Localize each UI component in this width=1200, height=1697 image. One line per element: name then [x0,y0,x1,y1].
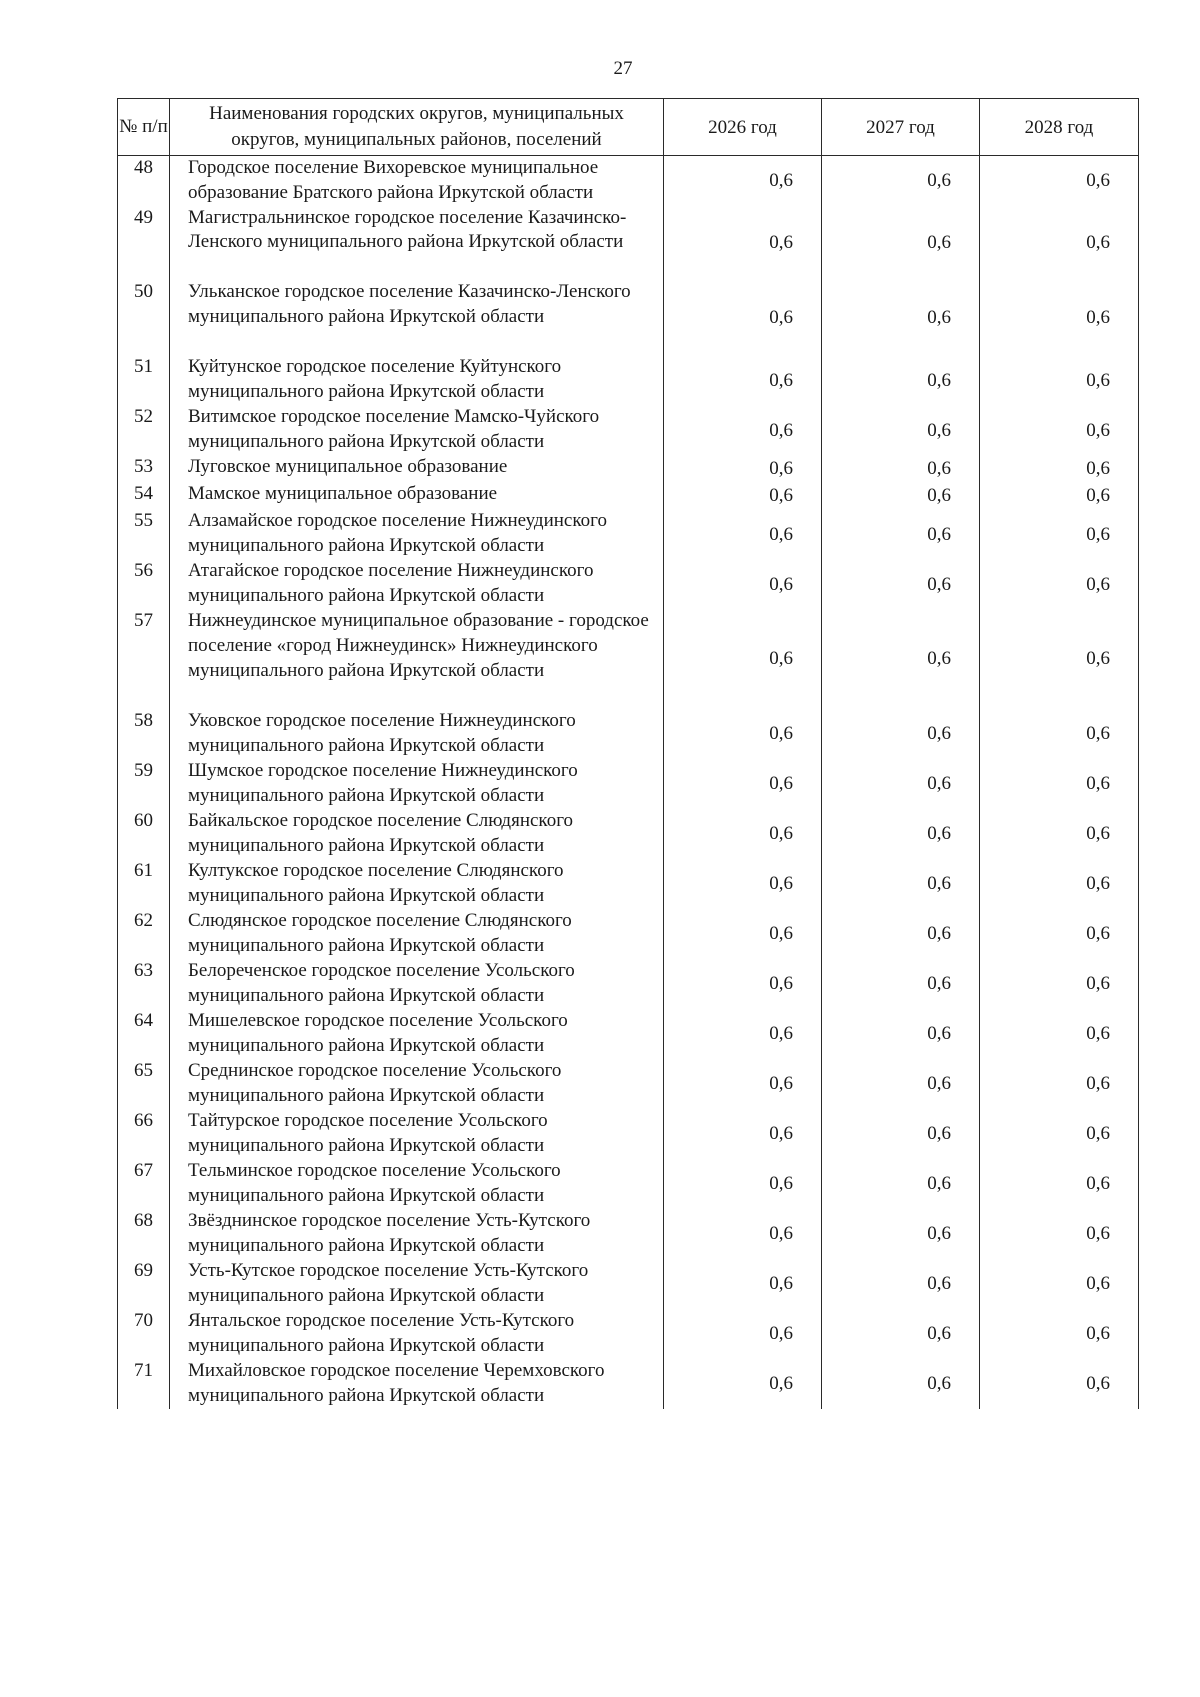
settlement-name: Магистральнинское городское поселение Казачинско-Ленского муниципального района Иркутской области [170,206,664,281]
value-2026: 0,6 [664,405,822,455]
table-row [118,1309,1139,1359]
settlement-name: Витимское городское поселение Мамско-Чуйского муниципального района Иркутской области [170,405,664,455]
value-2027: 0,6 [822,206,980,281]
value-2026: 0,6 [664,809,822,859]
row-number: 54 [118,482,170,509]
value-2026: 0,6 [664,1309,822,1359]
value-2027: 0,6 [822,1309,980,1359]
value-2027: 0,6 [822,1209,980,1259]
table-row [118,355,1139,405]
settlement-name: Уковское городское поселение Нижнеудинского муниципального района Иркутской области [170,709,664,759]
value-2028: 0,6 [980,206,1139,281]
settlement-name: Байкальское городское поселение Слюдянского муниципального района Иркутской области [170,809,664,859]
table-row [118,1159,1139,1209]
value-2027: 0,6 [822,959,980,1009]
value-2026: 0,6 [664,709,822,759]
table-row [118,1259,1139,1309]
row-number: 49 [118,206,170,281]
value-2026: 0,6 [664,355,822,405]
value-2028: 0,6 [980,355,1139,405]
table-row [118,559,1139,609]
header-2028: 2028 год [980,99,1139,156]
row-number: 69 [118,1259,170,1309]
value-2027: 0,6 [822,609,980,709]
row-number: 61 [118,859,170,909]
value-2028: 0,6 [980,1259,1139,1309]
table-row [118,1209,1139,1259]
settlement-name: Михайловское городское поселение Черемховского муниципального района Иркутской области [170,1359,664,1409]
settlement-name: Луговское муниципальное образование [170,455,664,482]
value-2027: 0,6 [822,859,980,909]
row-number: 60 [118,809,170,859]
value-2026: 0,6 [664,280,822,355]
value-2026: 0,6 [664,1209,822,1259]
value-2027: 0,6 [822,156,980,206]
settlement-name: Янтальское городское поселение Усть-Кутского муниципального района Иркутской области [170,1309,664,1359]
settlement-name: Белореченское городское поселение Усольского муниципального района Иркутской области [170,959,664,1009]
value-2028: 0,6 [980,709,1139,759]
value-2027: 0,6 [822,355,980,405]
table-row [118,859,1139,909]
value-2028: 0,6 [980,482,1139,509]
row-number: 53 [118,455,170,482]
value-2026: 0,6 [664,609,822,709]
row-number: 55 [118,509,170,559]
value-2026: 0,6 [664,959,822,1009]
row-number: 71 [118,1359,170,1409]
row-number: 59 [118,759,170,809]
table-row [118,280,1139,355]
value-2026: 0,6 [664,859,822,909]
value-2026: 0,6 [664,156,822,206]
value-2028: 0,6 [980,1209,1139,1259]
settlement-name: Атагайское городское поселение Нижнеудинского муниципального района Иркутской области [170,559,664,609]
table-row [118,1359,1139,1409]
row-number: 63 [118,959,170,1009]
row-number: 68 [118,1209,170,1259]
row-number: 57 [118,609,170,709]
value-2027: 0,6 [822,482,980,509]
table-row [118,959,1139,1009]
settlement-name: Городское поселение Вихоревское муниципальное образование Братского района Иркутской области [170,156,664,206]
value-2028: 0,6 [980,1309,1139,1359]
value-2028: 0,6 [980,909,1139,959]
value-2026: 0,6 [664,509,822,559]
settlement-name: Нижнеудинское муниципальное образование - городское поселение «город Нижнеудинск» Нижнеудинского муниципального района Иркутской области [170,609,664,709]
settlement-name: Мамское муниципальное образование [170,482,664,509]
table-row [118,1109,1139,1159]
header-num: № п/п [118,99,170,156]
row-number: 62 [118,909,170,959]
table-row [118,509,1139,559]
row-number: 52 [118,405,170,455]
row-number: 50 [118,280,170,355]
value-2027: 0,6 [822,1359,980,1409]
header-2026: 2026 год [664,99,822,156]
table-row [118,156,1139,206]
value-2026: 0,6 [664,1009,822,1059]
row-number: 65 [118,1059,170,1109]
value-2027: 0,6 [822,455,980,482]
value-2028: 0,6 [980,559,1139,609]
value-2026: 0,6 [664,1259,822,1309]
value-2026: 0,6 [664,1109,822,1159]
page-number: 27 [613,58,633,79]
header-2027: 2027 год [822,99,980,156]
table-row [118,206,1139,281]
value-2027: 0,6 [822,1009,980,1059]
value-2027: 0,6 [822,1109,980,1159]
value-2028: 0,6 [980,1159,1139,1209]
row-number: 64 [118,1009,170,1059]
value-2028: 0,6 [980,1059,1139,1109]
table-row [118,759,1139,809]
value-2026: 0,6 [664,206,822,281]
table-row [118,909,1139,959]
allocation-table [117,98,1139,1409]
value-2027: 0,6 [822,759,980,809]
row-number: 70 [118,1309,170,1359]
table-row [118,455,1139,482]
value-2026: 0,6 [664,455,822,482]
value-2027: 0,6 [822,1259,980,1309]
table-row [118,1059,1139,1109]
value-2027: 0,6 [822,909,980,959]
settlement-name: Тельминское городское поселение Усольского муниципального района Иркутской области [170,1159,664,1209]
table-row [118,809,1139,859]
value-2028: 0,6 [980,959,1139,1009]
table-row [118,1009,1139,1059]
table-row [118,709,1139,759]
settlement-name: Среднинское городское поселение Усольского муниципального района Иркутской области [170,1059,664,1109]
settlement-name: Ульканское городское поселение Казачинско-Ленского муниципального района Иркутской области [170,280,664,355]
value-2027: 0,6 [822,280,980,355]
value-2028: 0,6 [980,156,1139,206]
settlement-name: Слюдянское городское поселение Слюдянского муниципального района Иркутской области [170,909,664,959]
value-2028: 0,6 [980,759,1139,809]
settlement-name: Тайтурское городское поселение Усольского муниципального района Иркутской области [170,1109,664,1159]
row-number: 66 [118,1109,170,1159]
value-2026: 0,6 [664,909,822,959]
value-2027: 0,6 [822,559,980,609]
settlement-name: Куйтунское городское поселение Куйтунского муниципального района Иркутской области [170,355,664,405]
row-number: 51 [118,355,170,405]
value-2028: 0,6 [980,1109,1139,1159]
settlement-name: Култукское городское поселение Слюдянского муниципального района Иркутской области [170,859,664,909]
value-2028: 0,6 [980,509,1139,559]
value-2026: 0,6 [664,759,822,809]
value-2028: 0,6 [980,1009,1139,1059]
value-2026: 0,6 [664,1159,822,1209]
value-2027: 0,6 [822,1059,980,1109]
value-2027: 0,6 [822,509,980,559]
row-number: 56 [118,559,170,609]
value-2027: 0,6 [822,709,980,759]
value-2026: 0,6 [664,1359,822,1409]
value-2028: 0,6 [980,609,1139,709]
value-2028: 0,6 [980,280,1139,355]
row-number: 58 [118,709,170,759]
table-header [118,99,1139,156]
header-name: Наименования городских округов, муниципальных округов, муниципальных районов, поселений [170,99,664,156]
table-row [118,405,1139,455]
table-row [118,482,1139,509]
row-number: 48 [118,156,170,206]
value-2028: 0,6 [980,859,1139,909]
row-number: 67 [118,1159,170,1209]
value-2028: 0,6 [980,1359,1139,1409]
value-2027: 0,6 [822,809,980,859]
value-2026: 0,6 [664,1059,822,1109]
value-2028: 0,6 [980,455,1139,482]
value-2028: 0,6 [980,405,1139,455]
settlement-name: Алзамайское городское поселение Нижнеудинского муниципального района Иркутской области [170,509,664,559]
value-2026: 0,6 [664,559,822,609]
settlement-name: Мишелевское городское поселение Усольского муниципального района Иркутской области [170,1009,664,1059]
value-2027: 0,6 [822,405,980,455]
value-2028: 0,6 [980,809,1139,859]
settlement-name: Звёзднинское городское поселение Усть-Кутского муниципального района Иркутской области [170,1209,664,1259]
table-row [118,609,1139,709]
settlement-name: Шумское городское поселение Нижнеудинского муниципального района Иркутской области [170,759,664,809]
value-2026: 0,6 [664,482,822,509]
table-body [118,156,1139,1409]
settlement-name: Усть-Кутское городское поселение Усть-Кутского муниципального района Иркутской области [170,1259,664,1309]
value-2027: 0,6 [822,1159,980,1209]
